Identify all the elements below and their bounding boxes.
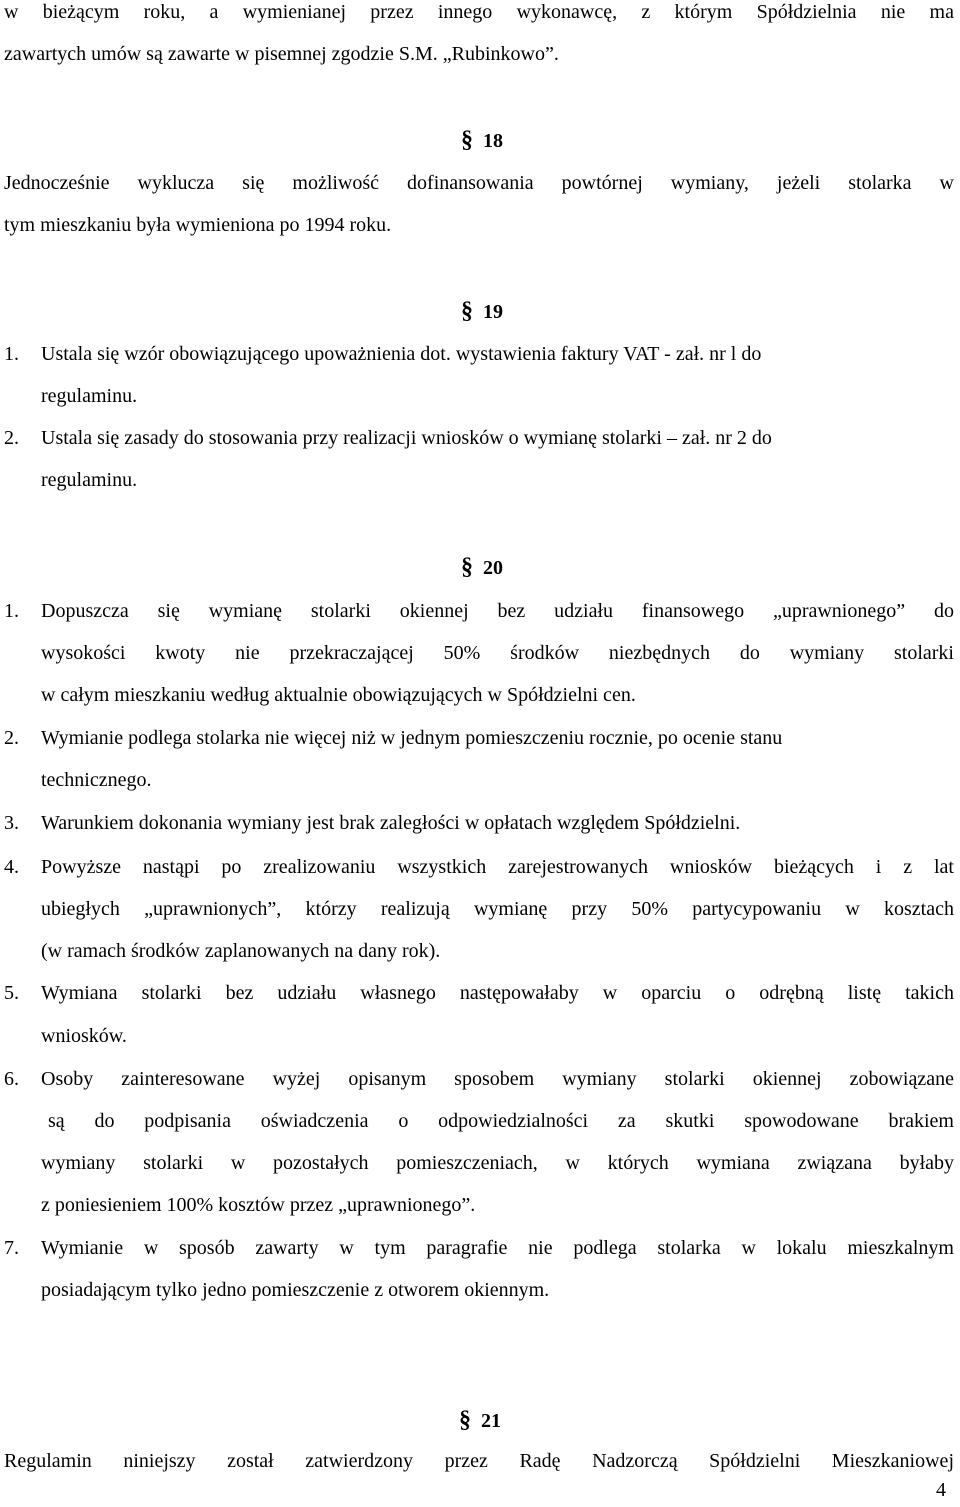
list-item-line: ubiegłych „uprawnionych”, którzy realizują wymianę przy 50% partycypowaniu w kosztach xyxy=(41,898,954,920)
page-number: 4 xyxy=(936,1479,946,1501)
list-item-line: wniosków. xyxy=(41,1025,127,1047)
paragraph-line: tym mieszkaniu była wymieniona po 1994 roku. xyxy=(4,214,392,236)
list-item-line: Dopuszcza się wymianę stolarki okiennej bez udziału finansowego „uprawnionego” do xyxy=(41,600,954,622)
section-number: 18 xyxy=(483,130,503,152)
section-sign: § xyxy=(461,127,473,153)
section-heading-18 xyxy=(461,126,503,155)
list-number: 5. xyxy=(4,982,19,1004)
list-item-line: Osoby zainteresowane wyżej opisanym sposobem wymiany stolarki okiennej zobowiązane xyxy=(41,1068,954,1090)
section-heading-21 xyxy=(459,1406,501,1435)
section-number: 20 xyxy=(483,557,503,579)
list-number: 2. xyxy=(4,727,19,749)
list-number: 3. xyxy=(4,812,19,834)
list-item-line: wymiany stolarki w pozostałych pomieszczeniach, w których wymiana związana byłaby xyxy=(41,1152,954,1174)
list-item-line: (w ramach środków zaplanowanych na dany rok). xyxy=(41,940,441,962)
list-item-line: Wymianie w sposób zawarty w tym paragrafie nie podlega stolarka w lokalu mieszkalnym xyxy=(41,1237,954,1259)
list-number: 7. xyxy=(4,1237,19,1259)
list-item-line: Powyższe nastąpi po zrealizowaniu wszystkich zarejestrowanych wniosków bieżących i z lat xyxy=(41,856,954,878)
list-item-line: Ustala się zasady do stosowania przy realizacji wniosków o wymianę stolarki – zał. nr 2 do xyxy=(41,427,772,449)
list-item-line: posiadającym tylko jedno pomieszczenie z otworem okiennym. xyxy=(41,1279,550,1301)
section-heading-20 xyxy=(461,553,503,582)
list-item-line: regulaminu. xyxy=(41,385,138,407)
list-item-line: z poniesieniem 100% kosztów przez „uprawnionego”. xyxy=(41,1194,476,1216)
section-number: 19 xyxy=(483,301,503,323)
paragraph-line: Jednocześnie wyklucza się możliwość dofinansowania powtórnej wymiany, jeżeli stolarka w xyxy=(4,172,954,194)
section-sign: § xyxy=(459,1407,471,1433)
list-item-line: w całym mieszkaniu według aktualnie obowiązujących w Spółdzielni cen. xyxy=(41,684,636,706)
list-item-line: Wymiana stolarki bez udziału własnego następowałaby w oparciu o odrębną listę takich xyxy=(41,982,954,1004)
list-item-line: technicznego. xyxy=(41,769,152,791)
list-item-line: Wymianie podlega stolarka nie więcej niż w jednym pomieszczeniu rocznie, po ocenie stanu xyxy=(41,727,783,749)
list-number: 1. xyxy=(4,600,19,622)
section-heading-19 xyxy=(461,297,503,326)
section-sign: § xyxy=(461,298,473,324)
paragraph-line: Regulamin niniejszy został zatwierdzony przez Radę Nadzorczą Spółdzielni Mieszkaniowej xyxy=(4,1450,954,1472)
list-number: 4. xyxy=(4,856,19,878)
list-item-line: wysokości kwoty nie przekraczającej 50% środków niezbędnych do wymiany stolarki xyxy=(41,642,954,664)
section-number: 21 xyxy=(481,1410,501,1432)
section-sign: § xyxy=(461,554,473,580)
list-number: 1. xyxy=(4,343,19,365)
list-number: 2. xyxy=(4,427,19,449)
list-number: 6. xyxy=(4,1068,19,1090)
list-item-line: Warunkiem dokonania wymiany jest brak zaległości w opłatach względem Spółdzielni. xyxy=(41,812,741,834)
paragraph-line: w bieżącym roku, a wymienianej przez innego wykonawcę, z którym Spółdzielnia nie ma xyxy=(4,1,954,23)
paragraph-line: zawartych umów są zawarte w pisemnej zgodzie S.M. „Rubinkowo”. xyxy=(4,43,559,65)
list-item-line: Ustala się wzór obowiązującego upoważnienia dot. wystawienia faktury VAT - zał. nr l do xyxy=(41,343,762,365)
list-item-line: regulaminu. xyxy=(41,469,138,491)
list-item-line: są do podpisania oświadczenia o odpowiedzialności za skutki spowodowane brakiem xyxy=(48,1110,954,1132)
